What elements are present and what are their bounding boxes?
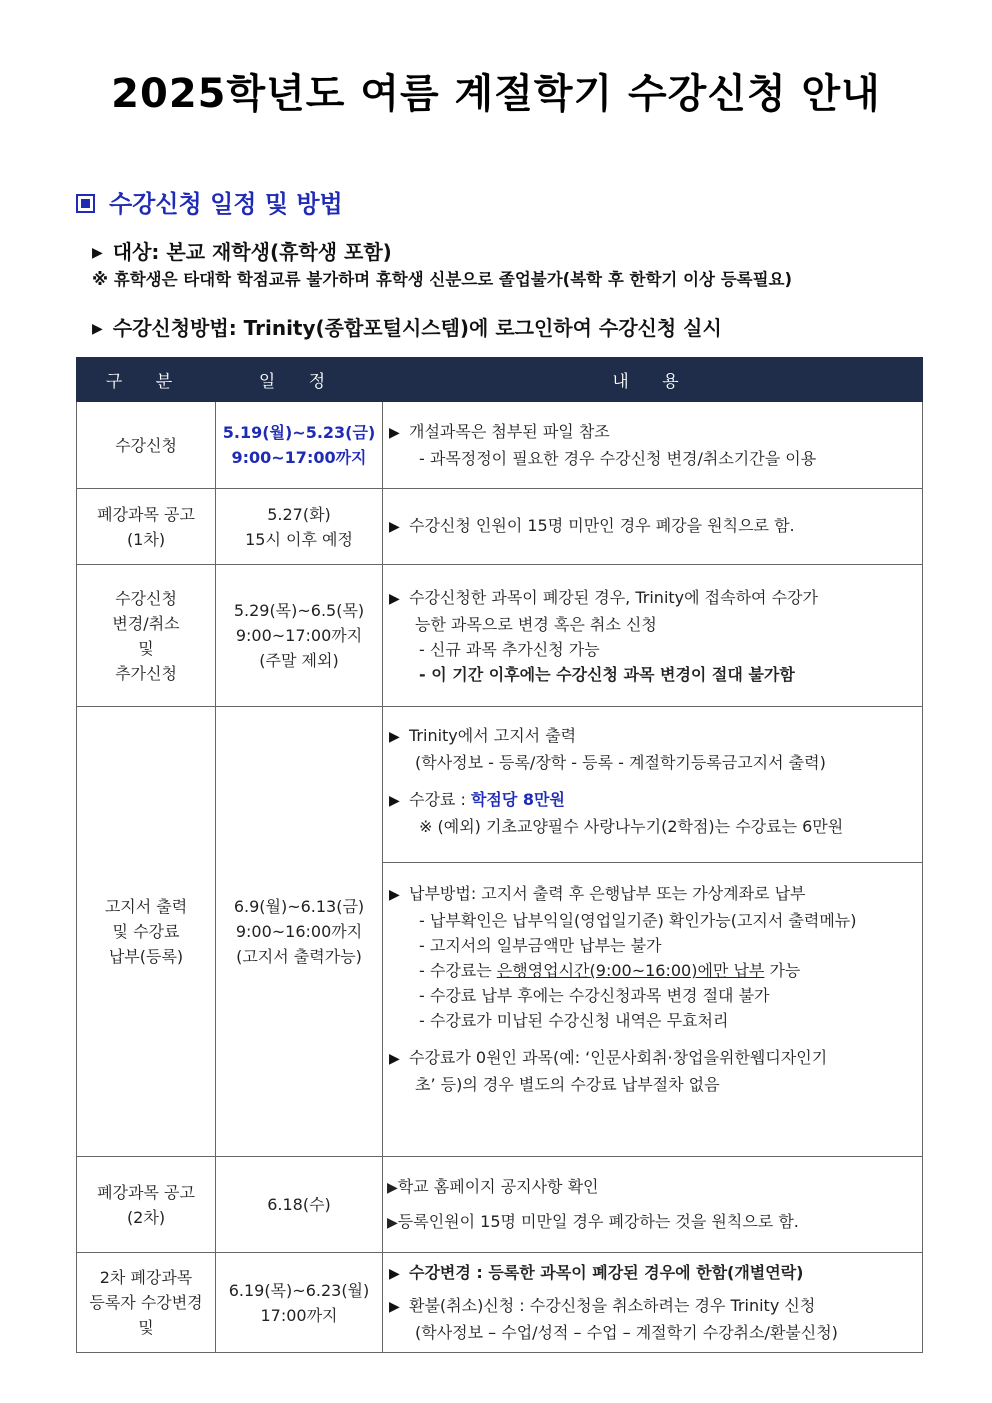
triangle-bullet-icon: ▶ <box>387 1179 398 1196</box>
row-content <box>383 707 923 1157</box>
section-heading <box>76 184 343 219</box>
triangle-bullet-icon: ▶ <box>389 590 400 607</box>
table-row <box>77 402 923 489</box>
header-category: 구 분 <box>77 358 216 402</box>
table-row <box>77 1253 923 1353</box>
triangle-bullet-icon: ▶ <box>389 887 400 903</box>
row-category: 고지서 출력 및 수강료 납부(등록) <box>77 707 216 1157</box>
table-header-row <box>77 358 923 402</box>
billing-subsection: ▶ Trinity에서 고지서 출력 (학사정보 - 등록/장학 - 등록 - 계절학기등록금고지서 출력) ▶ 수강료 : 학점당 8만원 ※ (예외) 기초교양필수 사랑나누기(2학점)는 수강료는 6만원 <box>389 726 844 836</box>
row-category: 폐강과목 공고 (1차) <box>77 489 216 565</box>
triangle-bullet-icon: ▶ <box>389 519 400 535</box>
table-row <box>77 707 923 1157</box>
triangle-bullet-icon: ▶ <box>387 1214 398 1231</box>
triangle-bullet-icon: ▶ <box>389 1266 400 1282</box>
row-schedule: 6.9(월)~6.13(금) 9:00~16:00까지 (고지서 출력가능) <box>216 707 383 1157</box>
triangle-bullet-icon: ▶ <box>92 321 103 337</box>
table-row <box>77 565 923 707</box>
triangle-bullet-icon: ▶ <box>92 245 103 261</box>
payment-subsection: ▶ 납부방법: 고지서 출력 후 은행납부 또는 가상계좌로 납부 - 납부확인은 납부익일(영업일기준) 확인가능(고지서 출력메뉴) - 고지서의 일부금액만 납부는 불가 - 수강료는 은행영업시간(9:00~16:00)에만 납부 가능 - 수강료 납부 후에는 수강신청과목 변경 절대 불가 - 수강료가 미납된 수강신청 내역은 무효처리 ▶ 수강료가 0원인 과목(예: ‘인문사회취·창업을위한웹디자인기 초’ 등)의 경우 별도의 수강료 납부절차 없음 <box>383 862 922 1101</box>
triangle-bullet-icon: ▶ <box>389 729 400 745</box>
schedule-table <box>76 357 923 1353</box>
table-row <box>77 1157 923 1253</box>
row-schedule: 5.19(월)~5.23(금) 9:00~17:00까지 <box>216 402 383 489</box>
table-row <box>77 489 923 565</box>
row-schedule: 6.18(수) <box>216 1157 383 1253</box>
header-schedule: 일 정 <box>216 358 383 402</box>
row-category: 폐강과목 공고 (2차) <box>77 1157 216 1253</box>
row-content: ▶ 수강신청 인원이 15명 미만인 경우 폐강을 원칙으로 함. <box>383 489 923 565</box>
row-schedule: 5.29(목)~6.5(목) 9:00~17:00까지 (주말 제외) <box>216 565 383 707</box>
row-content: ▶ 개설과목은 첨부된 파일 참조 - 과목정정이 필요한 경우 수강신청 변경/취소기간을 이용 <box>383 402 923 489</box>
triangle-bullet-icon: ▶ <box>389 425 400 441</box>
row-content: ▶ 수강변경 : 등록한 과목이 폐강된 경우에 한함(개별연락) ▶ 환불(취소)신청 : 수강신청을 취소하려는 경우 Trinity 신청 (학사정보 – 수업/성적 – 수업 – 계절학기 수강취소/환불신청) <box>383 1253 923 1353</box>
page-title: 2025학년도 여름 계절학기 수강신청 안내 <box>111 71 881 117</box>
target-line <box>92 236 392 265</box>
row-category: 수강신청 <box>77 402 216 489</box>
header-content: 내 용 <box>383 358 923 402</box>
triangle-bullet-icon: ▶ <box>389 1051 400 1067</box>
row-content: ▶학교 홈페이지 공지사항 확인 ▶등록인원이 15명 미만일 경우 폐강하는 것을 원칙으로 함. <box>383 1157 923 1253</box>
row-category: 2차 폐강과목 등록자 수강변경 및 <box>77 1253 216 1353</box>
square-bullet-icon <box>76 194 95 213</box>
target-text: 대상: 본교 재학생(휴학생 포함) <box>112 240 392 264</box>
method-line <box>92 312 722 341</box>
underlined-note: 은행영업시간(9:00~16:00)에만 납부 <box>496 961 765 980</box>
row-category: 수강신청 변경/취소 및 추가신청 <box>77 565 216 707</box>
row-content: ▶ 수강신청한 과목이 폐강된 경우, Trinity에 접속하여 수강가 능한 과목으로 변경 혹은 취소 신청 - 신규 과목 추가신청 가능 - 이 기간 이후에는 수강신청 과목 변경이 절대 불가함 <box>383 565 923 707</box>
row-schedule: 5.27(화) 15시 이후 예정 <box>216 489 383 565</box>
target-note: ※ 휴학생은 타대학 학점교류 불가하며 휴학생 신분으로 졸업불가(복학 후 한학기 이상 등록필요) <box>92 270 792 289</box>
method-text: 수강신청방법: Trinity(종합포털시스템)에 로그인하여 수강신청 실시 <box>112 316 722 340</box>
triangle-bullet-icon: ▶ <box>389 793 400 809</box>
row-schedule: 6.19(목)~6.23(월) 17:00까지 <box>216 1253 383 1353</box>
triangle-bullet-icon: ▶ <box>389 1299 400 1315</box>
fee-value: 학점당 8만원 <box>470 790 565 809</box>
section-title: 수강신청 일정 및 방법 <box>109 190 343 218</box>
